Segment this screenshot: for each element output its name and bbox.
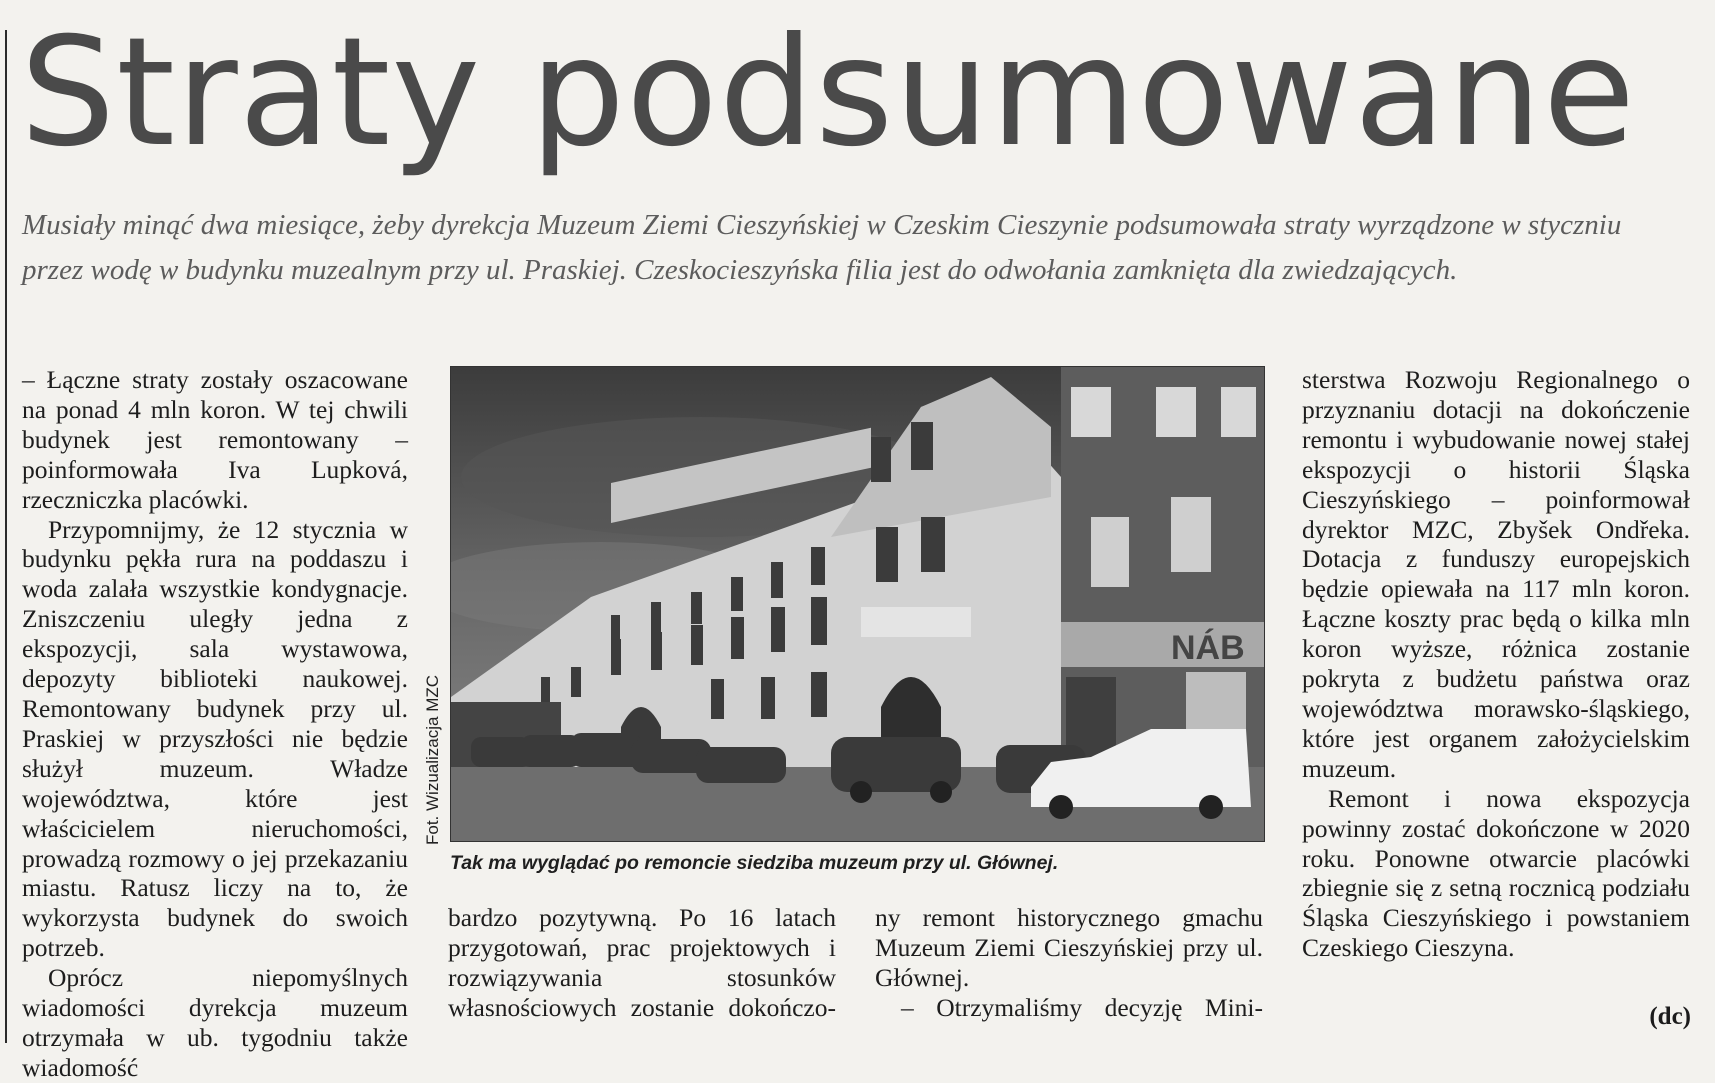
article-photo [450, 366, 1265, 842]
article-column-2 [448, 903, 836, 1023]
paragraph: – Łączne straty zostały oszacowane na ponad 4 mln koron. W tej chwili budynek jest remontowany – poinformowała Iva Lupková, rzeczniczka placówki. [22, 365, 408, 514]
author-signoff: (dc) [1649, 1003, 1691, 1030]
paragraph: Remont i nowa ekspozycja powinny zostać dokończone w 2020 roku. Ponowne otwarcie placówki zbiegnie się z setną rocznicą podziału Śląska Cieszyńskiego i powstaniem Czeskiego Cieszyna. [1302, 783, 1690, 963]
paragraph: – Otrzymaliśmy decyzję Mini- [901, 992, 1263, 1022]
article-headline: Straty podsumowane [20, 6, 1637, 180]
article-lead: Musiały minąć dwa miesiące, żeby dyrekcja Muzeum Ziemi Cieszyńskiej w Czeskim Cieszynie podsumowała straty wyrządzone w styczniu przez wodę w budynku muzealnym przy ul. Praskiej. Czeskocieszyńska filia jest do odwołania zamknięta dla zwiedzających. [22, 209, 1622, 286]
column-rule [5, 30, 7, 1043]
article-column-3 [875, 903, 1263, 1023]
photo-caption: Tak ma wyglądać po remoncie siedziba muzeum przy ul. Głównej. [450, 852, 1059, 874]
museum-building-illustration [451, 367, 1264, 841]
paragraph: sterstwa Rozwoju Regionalnego o przyznaniu dotacji na dokończenie remontu i wybudowanie nowej stałej ekspozycji o historii Śląska Cieszyńskiego – poinformował dyrektor MZC, Zbyšek Ondřeka. Dotacja z funduszy europejskich będzie opiewała na 117 mln koron. Łączne koszty prac będą o kilka mln koron wyższe, różnica zostanie pokryta z budżetu państwa oraz województwa morawsko-śląskiego, które jest organem założycielskim muzeum. [1302, 365, 1690, 783]
shop-sign: NÁB [1171, 629, 1245, 667]
paragraph: Przypomnijmy, że 12 stycznia w budynku pękła rura na poddaszu i woda zalała wszystkie kondygnacje. Zniszczeniu uległy jedna z ekspozycji, sala wystawowa, depozyty biblioteki naukowej. Remontowany budynek przy ul. Praskiej w przyszłości nie będzie służył muzeum. Władze województwa, które jest właścicielem nieruchomości, prowadzą rozmowy o jej przekazaniu miastu. Ratusz liczy na to, że wykorzysta budynek do swoich potrzeb. [22, 514, 408, 963]
paragraph: bardzo pozytywną. Po 16 latach przygotowań, prac projektowych i rozwiązywania stosunków własnościowych zostanie dokończo- [448, 903, 836, 1022]
article-column-1 [22, 365, 408, 1083]
paragraph: Oprócz niepomyślnych wiadomości dyrekcja muzeum otrzymała w ub. tygodniu także wiadomość [22, 963, 408, 1082]
paragraph: ny remont historycznego gmachu Muzeum Ziemi Cieszyńskiej przy ul. Głównej. [875, 903, 1263, 992]
photo-credit-text: Fot. Wizualizacja MZC [423, 674, 442, 845]
article-column-4 [1302, 365, 1690, 963]
